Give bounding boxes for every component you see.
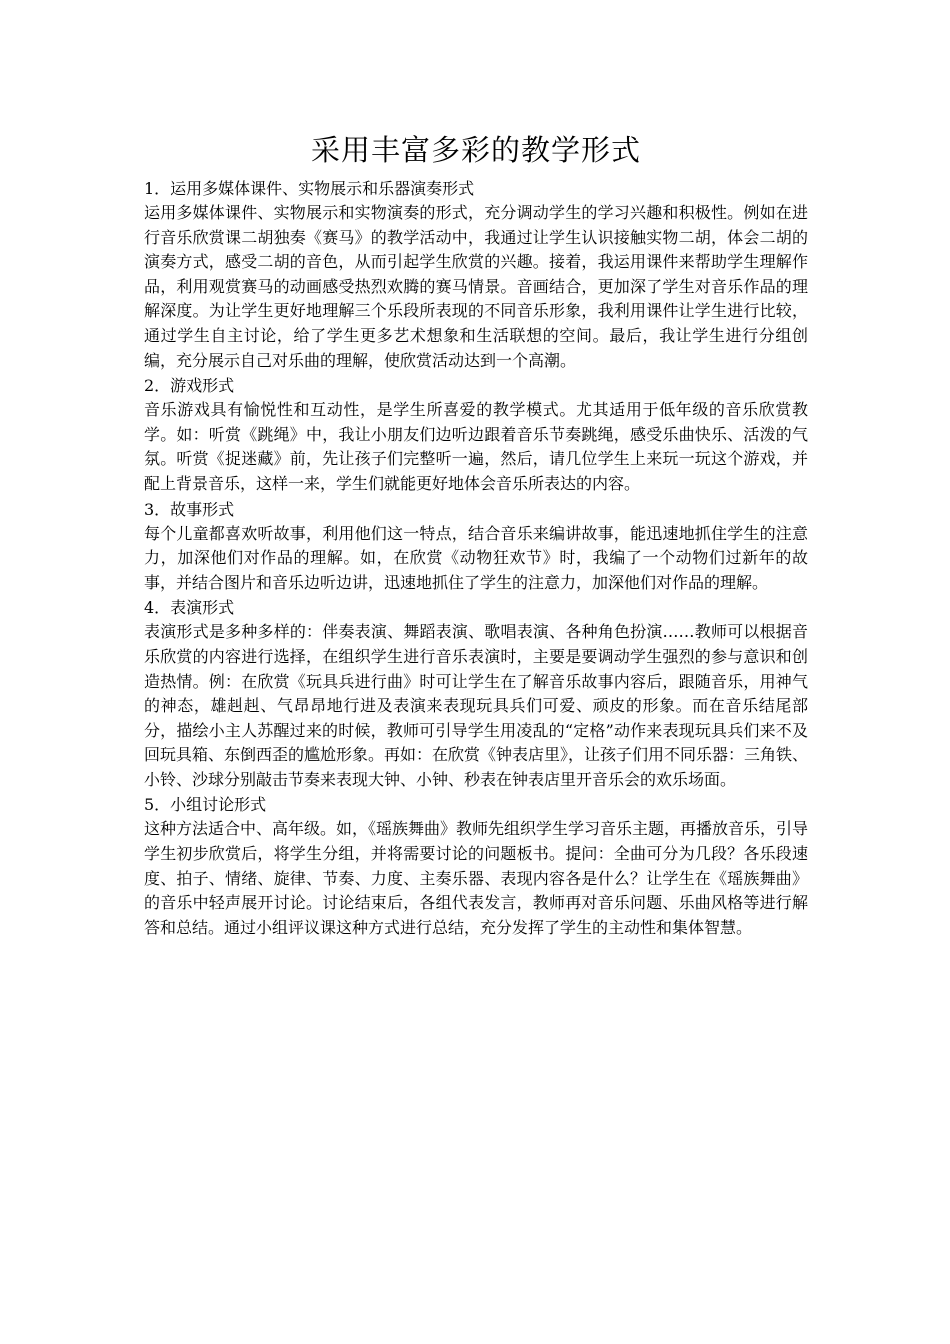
section-heading: 4．表演形式 bbox=[144, 598, 235, 618]
section-body: 音乐游戏具有愉悦性和互动性，是学生所喜爱的教学模式。尤其适用于低年级的音乐欣赏教学。如：听赏《跳绳》中，我让小朋友们边听边跟着音乐节奏跳绳，感受乐曲快乐、活泼的气氛。听赏《捉迷藏》前，先让孩子们完整听一遍，然后，请几位学生上来玩一玩这个游戏，并配上背景音乐，这样一来，学生们就能更好地体会音乐所表达的内容。 bbox=[144, 400, 808, 493]
section-2 bbox=[144, 373, 808, 496]
section-4 bbox=[144, 595, 808, 792]
section-body: 运用多媒体课件、实物展示和实物演奏的形式，充分调动学生的学习兴趣和积极性。例如在进行音乐欣赏课二胡独奏《赛马》的教学活动中，我通过让学生认识接触实物二胡，体会二胡的演奏方式，感受二胡的音色，从而引起学生欣赏的兴趣。接着，我运用课件来帮助学生理解作品，利用观赏赛马的动画感受热烈欢腾的赛马情景。音画结合，更加深了学生对音乐作品的理解深度。为让学生更好地理解三个乐段所表现的不同音乐形象，我利用课件让学生进行比较，通过学生自主讨论，给了学生更多艺术想象和生活联想的空间。最后，我让学生进行分组创编，充分展示自己对乐曲的理解，使欣赏活动达到一个高潮。 bbox=[144, 203, 808, 370]
section-body: 这种方法适合中、高年级。如，《瑶族舞曲》教师先组织学生学习音乐主题，再播放音乐，引导学生初步欣赏后，将学生分组，并将需要讨论的问题板书。提问：全曲可分为几段？各乐段速度、拍子、情绪、旋律、节奏、力度、主奏乐器、表现内容各是什么？让学生在《瑶族舞曲》的音乐中轻声展开讨论。讨论结束后，各组代表发言，教师再对音乐问题、乐曲风格等进行解答和总结。通过小组评议课这种方式进行总结，充分发挥了学生的主动性和集体智慧。 bbox=[144, 819, 809, 937]
section-3 bbox=[144, 497, 808, 596]
section-body: 表演形式是多种多样的：伴奏表演、舞蹈表演、歌唱表演、各种角色扮演……教师可以根据音乐欣赏的内容进行选择，在组织学生进行音乐表演时，主要是要调动学生强烈的参与意识和创造热情。例：在欣赏《玩具兵进行曲》时可让学生在了解音乐故事内容后，跟随音乐，用神气的神态，雄赳赳、气昂昂地行进及表演来表现玩具兵们可爱、顽皮的形象。而在音乐结尾部分，描绘小主人苏醒过来的时候，教师可引导学生用凌乱的“定格”动作来表现玩具兵们来不及回玩具箱、东倒西歪的尴尬形象。再如：在欣赏《钟表店里》，让孩子们用不同乐器：三角铁、小铃、沙球分别敲击节奏来表现大钟、小钟、秒表在钟表店里开音乐会的欢乐场面。 bbox=[144, 622, 809, 789]
section-heading: 5．小组讨论形式 bbox=[144, 795, 267, 815]
section-body: 每个儿童都喜欢听故事，利用他们这一特点，结合音乐来编讲故事，能迅速地抓住学生的注意力，加深他们对作品的理解。如，在欣赏《动物狂欢节》时，我编了一个动物们过新年的故事，并结合图片和音乐边听边讲，迅速地抓住了学生的注意力，加深他们对作品的理解。 bbox=[144, 523, 808, 592]
section-heading: 2．游戏形式 bbox=[144, 376, 235, 396]
document-title: 采用丰富多彩的教学形式 bbox=[310, 133, 641, 167]
section-heading: 1．运用多媒体课件、实物展示和乐器演奏形式 bbox=[144, 179, 475, 198]
section-1 bbox=[144, 176, 808, 373]
document-page bbox=[144, 128, 808, 940]
section-5 bbox=[144, 792, 808, 940]
section-heading: 3．故事形式 bbox=[144, 499, 235, 519]
